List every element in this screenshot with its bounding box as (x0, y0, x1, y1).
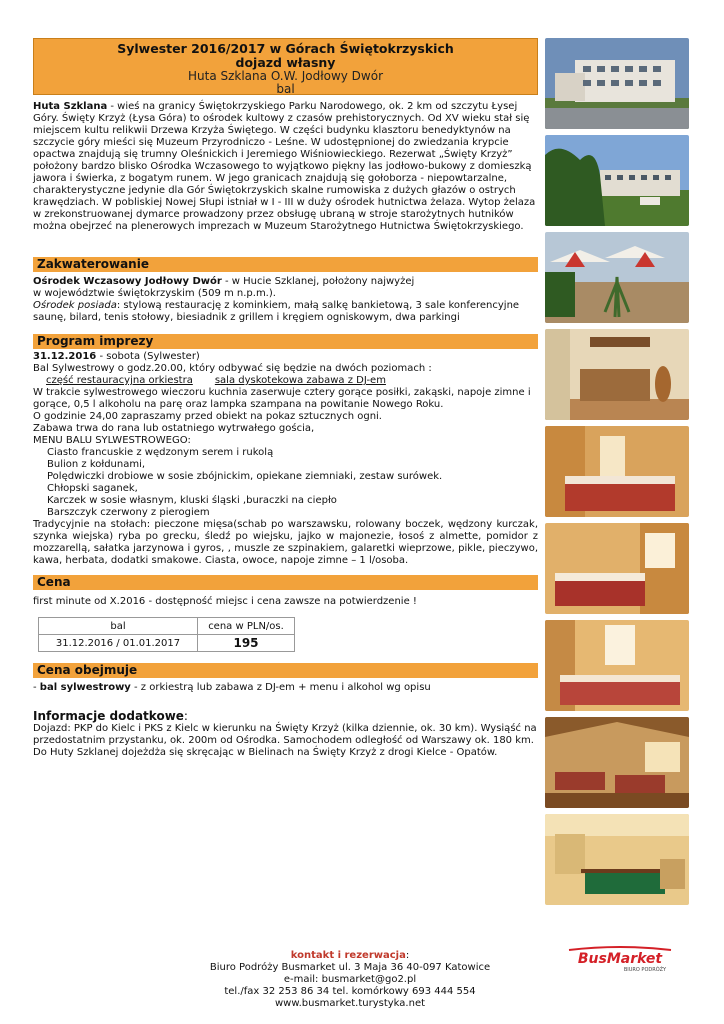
intro-text: - wieś na granicy Świętokrzyskiego Parku Narodowego, ok. 2 km od szczytu Łysej Góry. Święty Krzyż (Łysa Góra) to ośrodek kultowy z czasów prehistorycznych. Od XV wieku stał się miejscem kultu relikwii Drzewa Krzyża Świętego. W części budynku klasztoru benedyktynów na szczycie góry mieści się Muzeum Przyrodniczo - Leśne. W udostępnionej do zwiedzania krypcie opactwa znajdują się trumny Oleśnickich i Jeremiego Wiśniowieckiego. Rezerwat „Święty Krzyż” położony bardzo blisko Ośrodka Wczasowego to wyjątkowo piękny las jodłowo-bukowy z domieszką jawora i świerka, z bogatym runem. W jego granicach znajdują się gołoborza - niepowtarzalne, charakterystyczne jedynie dla Gór Świętokrzyskich skalne rumowiska z dużych głazów o ostrych krawędziach. W pobliskiej Nowej Słupi istniał w I - III w duży ośrodek hutnictwa żelaza. Wytop żelaza w zrekonstruowanej dymarce prowadzony przez obsługę ubraną w stroje starożytnych hutników można obejrzeć na plenerowych imprezach w Muzeum Starożytnego Hutnictwa Świętokrzyskiego. (33, 101, 536, 232)
photo-room-2 (545, 523, 689, 614)
photo-hotel-exterior (545, 38, 689, 129)
contact-label: kontakt i rezerwacja (290, 950, 406, 961)
contact-colon: : (405, 950, 410, 961)
facilities-label: Ośrodek posiada (33, 300, 117, 311)
includes-dash: - (33, 682, 40, 693)
menu-item: Ciasto francuskie z wędzonym serem i rukolą (47, 447, 274, 458)
photo-room-1 (545, 426, 689, 517)
section-program: Program imprezy (33, 334, 538, 349)
section-includes: Cena obejmuje (33, 663, 538, 678)
resort-desc-2: w województwie świętokrzyskim (509 m n.p.m.). (33, 288, 276, 299)
photo-reception (545, 329, 689, 420)
photo-dining-room (545, 717, 689, 808)
level-disco: sala dyskotekowa zabawa z DJ-em (214, 375, 386, 386)
program-block (33, 351, 538, 567)
info-colon: : (183, 709, 188, 723)
title-line-1: Sylwester 2016/2017 w Górach Świętokrzyskich (117, 41, 454, 56)
program-line-3: O godzinie 24,00 zapraszamy przed obiekt na pokaz sztucznych ogni. (33, 411, 382, 422)
section-accommodation: Zakwaterowanie (33, 257, 538, 272)
menu-item: Chłopski saganek, (47, 483, 138, 494)
photo-column (545, 38, 689, 911)
traditional-dishes: Tradycyjnie na stołach: pieczone mięsa(schab po warszawsku, rolowany boczek, wędzony kurczak, szynka wiejska) ryba po grecku, śledź po wiejsku, jajko w majonezie, łosoś z almette, pomidor z mozzarellą, sałatka jarzynowa i gyros, , muszle ze szpinakiem, galaretki wieprzowe, pikle, pieczywo, kawa, herbata, dodatki smakowe. Ciasta, owoce, napoje zimne – 1 l/osoba. (33, 519, 538, 566)
includes-bold: bal sylwestrowy (39, 682, 131, 693)
title-line-4: bal (276, 82, 295, 96)
menu-item: Bulion z kołdunami, (47, 459, 146, 470)
info-block (33, 709, 538, 759)
menu-title: MENU BALU SYLWESTROWEGO: (33, 435, 191, 446)
program-line-4: Zabawa trwa do rana lub ostatniego wytrwałego gościa, (33, 423, 315, 434)
program-date-suffix: - sobota (Sylwester) (96, 351, 200, 362)
footer-contact (150, 950, 550, 1010)
program-date: 31.12.2016 (33, 351, 97, 362)
contact-website[interactable]: www.busmarket.turystyka.net (274, 998, 426, 1009)
menu-item: Polędwiczki drobiowe w sosie zbójnickim, opiekane ziemniaki, zestaw surówek. (47, 471, 443, 482)
program-line-1: Bal Sylwestrowy o godz.20.00, który odbywać się będzie na dwóch poziomach : (33, 363, 432, 374)
contact-address: Biuro Podróży Busmarket ul. 3 Maja 36 40-097 Katowice (209, 962, 491, 973)
price-term: 31.12.2016 / 01.01.2017 (39, 635, 198, 652)
resort-name: Ośrodek Wczasowy Jodłowy Dwór (33, 276, 222, 287)
includes-text: - z orkiestrą lub zabawa z DJ-em + menu i alkohol wg opisu (130, 682, 431, 693)
photo-room-3 (545, 620, 689, 711)
accommodation-block (33, 276, 538, 324)
title-line-2: dojazd własny (235, 55, 336, 70)
program-line-2: W trakcie sylwestrowego wieczoru kuchnia zaserwuje cztery gorące posiłki, zakąski, napoje zimne i gorące, 0,5 l alkoholu na parę oraz lampka szampana na powitanie Nowego Roku. (33, 387, 531, 410)
title-line-3: Huta Szklana O.W. Jodłowy Dwór (187, 69, 384, 83)
section-price: Cena (33, 575, 538, 590)
info-title: Informacje dodatkowe (33, 709, 184, 723)
price-table (38, 617, 295, 652)
price-value: 195 (198, 635, 295, 652)
includes-block (33, 682, 538, 694)
intro-lead: Huta Szklana (33, 101, 108, 112)
price-note: first minute od X.2016 - dostępność miejsc i cena zawsze na potwierdzenie ! (33, 596, 417, 607)
menu-item: Karczek w sosie własnym, kluski śląski ,buraczki na ciepło (47, 495, 337, 506)
info-text: Dojazd: PKP do Kielc i PKS z Kielc w kierunku na Święty Krzyż (kilka dziennie, ok. 30 km). Wysiąść na przedostatnim przystanku, ok. 200m od Ośrodka. Samochodem odległość od Warszawy ok. 180 km. Do Huty Szklanej dojeżdża się skręcając w Bielinach na Święty Krzyż z drogi Kielce - Opatów. (33, 723, 537, 758)
price-header-value: cena w PLN/os. (198, 618, 295, 635)
logo-tagline: BIURO PODRÓŻY (623, 967, 667, 972)
menu-item: Barszczyk czerwony z pierogiem (47, 507, 210, 518)
photo-billiard-room (545, 814, 689, 905)
facilities-text: : stylową restaurację z kominkiem, małą salkę bankietową, 3 sale konferencyjne saunę, bilard, tenis stołowy, biesiadnik z grillem i kręgiem ogniskowym, dwa parkingi (33, 300, 520, 323)
photo-hotel-courtyard (545, 135, 689, 226)
busmarket-logo (565, 946, 675, 972)
logo-text: BusMarket (577, 951, 663, 967)
intro-paragraph (33, 101, 538, 233)
contact-email[interactable]: e-mail: busmarket@go2.pl (283, 974, 417, 985)
photo-garden-umbrellas (545, 232, 689, 323)
price-header-term: bal (39, 618, 198, 635)
level-restaurant: część restauracyjna orkiestra (46, 375, 193, 386)
title-banner (33, 38, 538, 95)
contact-phone: tel./fax 32 253 86 34 tel. komórkowy 693 444 554 (224, 986, 476, 997)
resort-desc-1: - w Hucie Szklanej, położony najwyżej (221, 276, 415, 287)
